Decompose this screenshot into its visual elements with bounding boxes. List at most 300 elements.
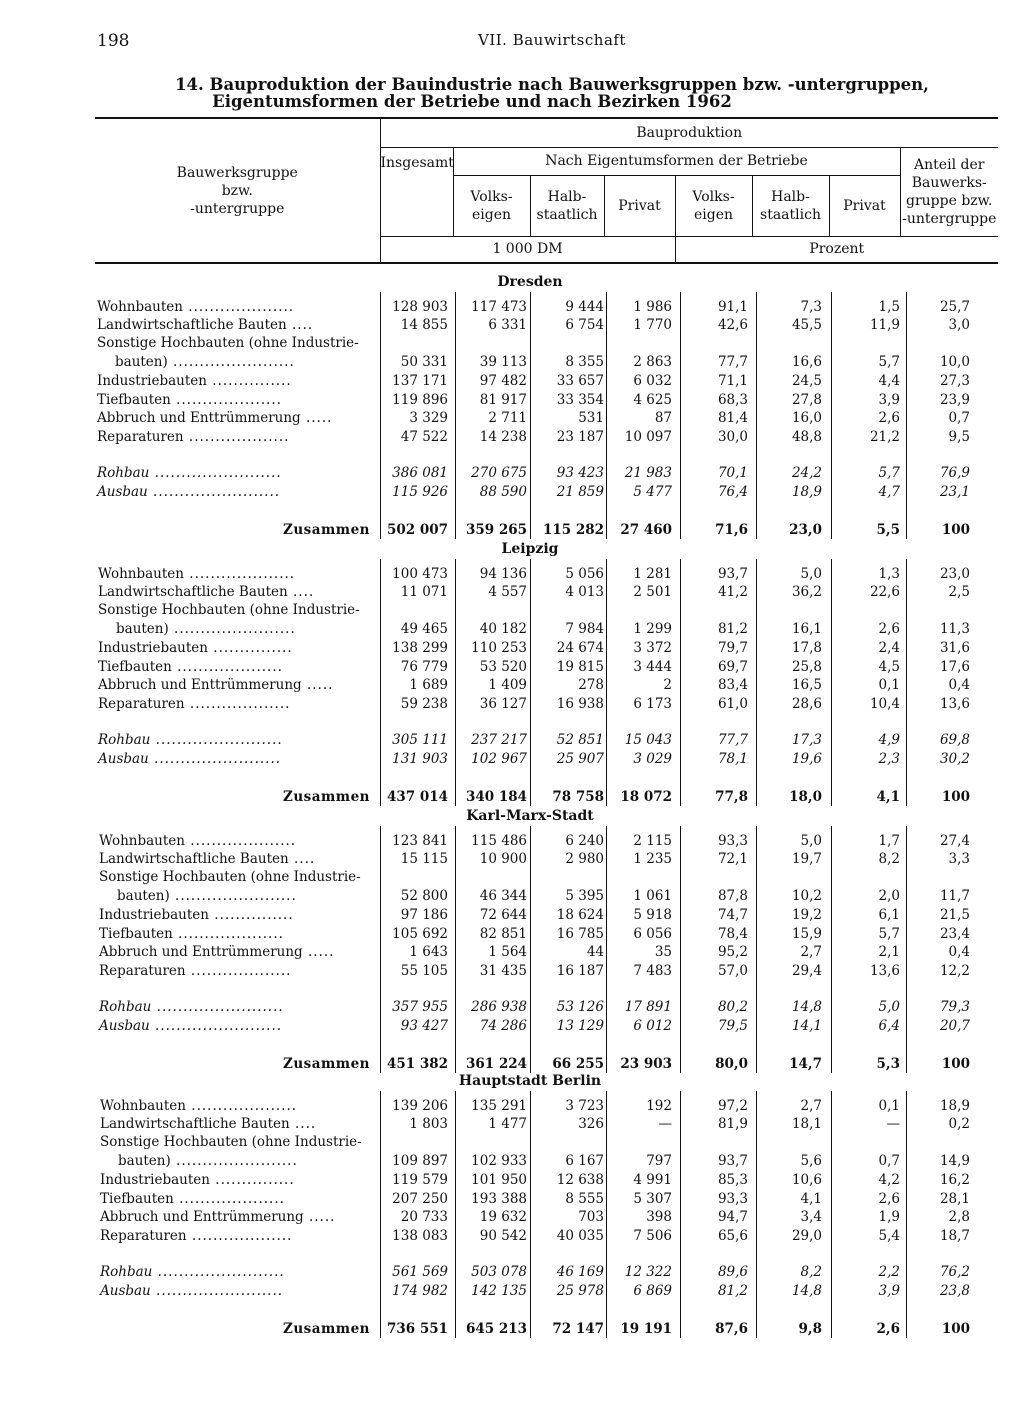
column-divider bbox=[831, 826, 832, 1073]
rohbau-row-value-8: 76,2 bbox=[939, 1264, 970, 1280]
table-row-value-2: 1 477 bbox=[488, 1116, 527, 1132]
leader-dots: ............... bbox=[209, 1172, 295, 1188]
rohbau-row-value-8: 69,8 bbox=[939, 732, 970, 748]
table-row-label bbox=[97, 391, 370, 409]
table-row-value-3: 8 355 bbox=[565, 354, 604, 370]
column-divider bbox=[455, 826, 456, 1073]
total-row-value-5: 80,0 bbox=[715, 1056, 748, 1072]
column-divider bbox=[606, 1091, 607, 1338]
rohbau-row-value-2: 270 675 bbox=[471, 465, 527, 481]
table-row-value-5: 79,7 bbox=[717, 640, 748, 656]
table-row-value-4: 797 bbox=[646, 1153, 672, 1169]
table-row-value-8: 18,7 bbox=[939, 1228, 970, 1244]
table-row-value-5: 93,3 bbox=[717, 833, 748, 849]
ausbau-row-value-1: 174 982 bbox=[392, 1283, 448, 1299]
table-row-value-6: 2,7 bbox=[800, 944, 822, 960]
table-row-value-5: 81,2 bbox=[717, 621, 748, 637]
total-row-value-7: 4,1 bbox=[876, 789, 900, 805]
ausbau-row-value-4: 6 869 bbox=[633, 1283, 672, 1299]
table-row-value-5: 61,0 bbox=[717, 696, 748, 712]
table-row-value-7: 4,5 bbox=[878, 659, 900, 675]
table-row-value-6: 17,8 bbox=[791, 640, 822, 656]
row-label-line1: Sonstige Hochbauten (ohne Industrie- bbox=[100, 1134, 362, 1150]
ausbau-row-value-6: 14,1 bbox=[791, 1018, 822, 1034]
table-row-value-6: 29,0 bbox=[791, 1228, 822, 1244]
table-row-value-7: 11,9 bbox=[869, 317, 900, 333]
table-row-value-8: 18,9 bbox=[939, 1098, 970, 1114]
table-row-value-2: 31 435 bbox=[479, 963, 527, 979]
table-row-label bbox=[98, 676, 370, 694]
table-row-value-7: 21,2 bbox=[869, 429, 900, 445]
column-divider bbox=[530, 826, 531, 1073]
ausbau-row-label bbox=[99, 1017, 370, 1035]
ausbau-row-value-1: 93 427 bbox=[400, 1018, 448, 1034]
ausbau-row-label-text: Ausbau bbox=[97, 484, 148, 500]
table-row-value-3: 5 056 bbox=[565, 566, 604, 582]
total-row-value-8: 100 bbox=[941, 1056, 970, 1072]
total-row-value-7: 2,6 bbox=[876, 1321, 900, 1337]
table-row-value-5: 87,8 bbox=[717, 888, 748, 904]
privat-dm-header: Privat bbox=[604, 175, 675, 236]
section-heading: Dresden bbox=[497, 274, 563, 290]
leader-dots: ................... bbox=[186, 1228, 293, 1244]
ausbau-row-value-5: 76,4 bbox=[717, 484, 748, 500]
rohbau-row-label-text: Rohbau bbox=[100, 1264, 153, 1280]
total-row-label-text: Zusammen bbox=[283, 1056, 370, 1072]
rohbau-row-value-3: 53 126 bbox=[556, 999, 604, 1015]
column-divider bbox=[680, 826, 681, 1073]
table-row-value-2: 2 711 bbox=[488, 410, 527, 426]
table-row-value-1: 47 522 bbox=[400, 429, 448, 445]
table-row-value-7: 3,9 bbox=[878, 392, 900, 408]
rohbau-row-value-1: 305 111 bbox=[392, 732, 448, 748]
table-row-label-text: Tiefbauten bbox=[98, 659, 172, 675]
leader-dots: .... bbox=[289, 1116, 317, 1132]
rohbau-row-value-1: 561 569 bbox=[392, 1264, 448, 1280]
table-row-label-text: Abbruch und Enttrümmerung bbox=[99, 944, 303, 960]
total-row-value-1: 437 014 bbox=[386, 789, 448, 805]
ausbau-row-value-7: 4,7 bbox=[878, 484, 900, 500]
leader-dots: ............... bbox=[208, 907, 294, 923]
total-row-value-4: 18 072 bbox=[620, 789, 672, 805]
total-row-value-2: 645 213 bbox=[465, 1321, 527, 1337]
volkseigen-pct-header: Volks- eigen bbox=[675, 175, 752, 236]
table-row-label bbox=[99, 906, 370, 924]
ausbau-row-value-3: 25 978 bbox=[556, 1283, 604, 1299]
table-row-value-2: 36 127 bbox=[479, 696, 527, 712]
leader-dots: ....................... bbox=[169, 888, 297, 904]
table-row-value-7: — bbox=[886, 1116, 900, 1132]
table-row-value-7: 2,4 bbox=[878, 640, 900, 656]
table-row-value-4: 192 bbox=[646, 1098, 672, 1114]
rohbau-row-label-text: Rohbau bbox=[99, 999, 152, 1015]
table-row-label-text: bauten) bbox=[118, 1153, 171, 1169]
table-row-value-6: 19,7 bbox=[791, 851, 822, 867]
table-row-value-5: 72,1 bbox=[717, 851, 748, 867]
table-row-value-8: 0,7 bbox=[948, 410, 970, 426]
table-row-value-7: 1,7 bbox=[878, 833, 900, 849]
table-row-value-6: 7,3 bbox=[800, 299, 822, 315]
table-row-value-1: 109 897 bbox=[392, 1153, 448, 1169]
table-row-value-3: 44 bbox=[586, 944, 604, 960]
section-heading: Hauptstadt Berlin bbox=[458, 1073, 602, 1089]
table-row-value-4: 2 501 bbox=[633, 584, 672, 600]
column-divider bbox=[380, 559, 381, 806]
anteil-header: Anteil der Bauwerks- gruppe bzw. -untergruppe bbox=[900, 147, 998, 236]
table-row-value-8: 14,9 bbox=[939, 1153, 970, 1169]
table-row-value-1: 138 299 bbox=[392, 640, 448, 656]
insgesamt-header: Insgesamt bbox=[380, 147, 453, 236]
ausbau-row-value-6: 18,9 bbox=[791, 484, 822, 500]
leader-dots: ........................ bbox=[148, 751, 282, 767]
table-row-value-4: 1 061 bbox=[633, 888, 672, 904]
table-row-value-5: 65,6 bbox=[717, 1228, 748, 1244]
table-row-value-3: 2 980 bbox=[565, 851, 604, 867]
column-divider bbox=[831, 292, 832, 539]
rohbau-row-value-3: 93 423 bbox=[556, 465, 604, 481]
table-row-value-5: 42,6 bbox=[717, 317, 748, 333]
rohbau-row-value-5: 89,6 bbox=[717, 1264, 748, 1280]
table-row-label-text: Reparaturen bbox=[100, 1228, 187, 1244]
rohbau-row-value-5: 80,2 bbox=[717, 999, 748, 1015]
table-row-label-text: Abbruch und Enttrümmerung bbox=[97, 410, 301, 426]
table-row-value-4: 87 bbox=[654, 410, 672, 426]
table-row-value-6: 10,6 bbox=[791, 1172, 822, 1188]
total-row-value-6: 9,8 bbox=[798, 1321, 822, 1337]
table-row-value-1: 138 083 bbox=[392, 1228, 448, 1244]
leader-dots: .... bbox=[286, 317, 314, 333]
total-row-label-text: Zusammen bbox=[283, 522, 370, 538]
table-row-value-2: 117 473 bbox=[471, 299, 527, 315]
rohbau-row-value-3: 52 851 bbox=[556, 732, 604, 748]
table-row-value-4: 35 bbox=[654, 944, 672, 960]
table-row-value-1: 97 186 bbox=[400, 907, 448, 923]
table-row-value-7: 2,6 bbox=[878, 621, 900, 637]
column-divider bbox=[455, 1091, 456, 1338]
halbstaatlich-dm-header: Halb- staatlich bbox=[530, 175, 604, 236]
table-row-value-6: 16,1 bbox=[791, 621, 822, 637]
eigentum-header: Nach Eigentumsformen der Betriebe bbox=[453, 147, 900, 175]
table-row-value-5: 78,4 bbox=[717, 926, 748, 942]
table-row-value-4: 7 506 bbox=[633, 1228, 672, 1244]
leader-dots: ..... bbox=[300, 410, 333, 426]
table-row-value-1: 100 473 bbox=[392, 566, 448, 582]
table-row-value-6: 15,9 bbox=[791, 926, 822, 942]
table-row-label-text: Wohnbauten bbox=[97, 299, 183, 315]
table-row-label bbox=[98, 565, 370, 583]
table-row-value-3: 24 674 bbox=[556, 640, 604, 656]
rohbau-row-value-7: 2,2 bbox=[878, 1264, 900, 1280]
unit-percent: Prozent bbox=[675, 236, 998, 263]
leader-dots: .................... bbox=[183, 566, 296, 582]
total-row-value-6: 18,0 bbox=[789, 789, 822, 805]
total-row-value-8: 100 bbox=[941, 522, 970, 538]
table-row-label-text: Landwirtschaftliche Bauten bbox=[100, 1116, 290, 1132]
table-row-value-8: 17,6 bbox=[939, 659, 970, 675]
total-row-value-6: 14,7 bbox=[789, 1056, 822, 1072]
table-row-value-1: 76 779 bbox=[400, 659, 448, 675]
table-row-value-4: 3 372 bbox=[633, 640, 672, 656]
halbstaatlich-pct-header: Halb- staatlich bbox=[752, 175, 829, 236]
table-row-value-8: 16,2 bbox=[939, 1172, 970, 1188]
table-title-line2: Eigentumsformen der Betriebe und nach Bezirken 1962 bbox=[212, 92, 732, 111]
ausbau-row-label-text: Ausbau bbox=[98, 751, 149, 767]
table-row-value-1: 55 105 bbox=[400, 963, 448, 979]
table-row-value-6: 4,1 bbox=[800, 1191, 822, 1207]
table-row-value-6: 5,0 bbox=[800, 833, 822, 849]
table-row-value-6: 45,5 bbox=[791, 317, 822, 333]
ausbau-row-value-8: 20,7 bbox=[939, 1018, 970, 1034]
rohbau-row-value-6: 24,2 bbox=[791, 465, 822, 481]
table-row-value-5: 85,3 bbox=[717, 1172, 748, 1188]
table-row-value-7: 4,2 bbox=[878, 1172, 900, 1188]
table-row-value-5: 71,1 bbox=[717, 373, 748, 389]
table-row-value-7: 10,4 bbox=[869, 696, 900, 712]
table-row-value-6: 25,8 bbox=[791, 659, 822, 675]
table-row-value-3: 12 638 bbox=[556, 1172, 604, 1188]
total-row-value-5: 71,6 bbox=[715, 522, 748, 538]
table-row-value-2: 101 950 bbox=[471, 1172, 527, 1188]
table-row-label bbox=[99, 962, 370, 980]
table-row-value-6: 3,4 bbox=[800, 1209, 822, 1225]
table-row-label-text: Industriebauten bbox=[97, 373, 207, 389]
leader-dots: .................... bbox=[171, 659, 283, 675]
table-row-value-6: 27,8 bbox=[791, 392, 822, 408]
table-row-label bbox=[99, 925, 370, 943]
table-row-value-6: 48,8 bbox=[791, 429, 822, 445]
total-row-value-1: 502 007 bbox=[386, 522, 448, 538]
table-row-value-8: 2,8 bbox=[948, 1209, 970, 1225]
table-row-value-5: 81,9 bbox=[717, 1116, 748, 1132]
rohbau-row-value-4: 15 043 bbox=[624, 732, 672, 748]
table-row-label bbox=[100, 1097, 370, 1115]
table-row-value-2: 110 253 bbox=[471, 640, 527, 656]
table-row-value-8: 28,1 bbox=[939, 1191, 970, 1207]
table-row-value-4: 7 483 bbox=[633, 963, 672, 979]
table-row-value-2: 115 486 bbox=[471, 833, 527, 849]
column-divider bbox=[680, 1091, 681, 1338]
rohbau-row-value-8: 79,3 bbox=[939, 999, 970, 1015]
table-row-label-text: Landwirtschaftliche Bauten bbox=[98, 584, 288, 600]
table-row-value-7: 22,6 bbox=[869, 584, 900, 600]
table-row-value-2: 94 136 bbox=[479, 566, 527, 582]
rohbau-row-label bbox=[97, 464, 370, 482]
table-row-value-7: 2,0 bbox=[878, 888, 900, 904]
table-row-value-4: 5 307 bbox=[633, 1191, 672, 1207]
total-row-value-4: 27 460 bbox=[620, 522, 672, 538]
total-row-label bbox=[97, 521, 370, 539]
table-row-value-3: 19 815 bbox=[556, 659, 604, 675]
table-row-value-2: 102 933 bbox=[471, 1153, 527, 1169]
leader-dots: ........................ bbox=[150, 1283, 284, 1299]
total-row-value-3: 66 255 bbox=[552, 1056, 604, 1072]
table-row-value-8: 25,7 bbox=[939, 299, 970, 315]
leader-dots: ..... bbox=[302, 944, 335, 960]
table-row-label bbox=[97, 298, 370, 316]
table-row-value-1: 52 800 bbox=[400, 888, 448, 904]
table-row-label bbox=[100, 1190, 370, 1208]
ausbau-row-value-2: 88 590 bbox=[479, 484, 527, 500]
rohbau-row-value-7: 5,7 bbox=[878, 465, 900, 481]
table-row-value-8: 2,5 bbox=[948, 584, 970, 600]
ausbau-row-value-3: 13 129 bbox=[556, 1018, 604, 1034]
table-row-label bbox=[99, 850, 370, 868]
table-row-value-3: 16 938 bbox=[556, 696, 604, 712]
table-row-value-7: 0,7 bbox=[878, 1153, 900, 1169]
row-label-line1: Sonstige Hochbauten (ohne Industrie- bbox=[99, 869, 361, 885]
table-row-label-text: Industriebauten bbox=[98, 640, 208, 656]
total-row-value-4: 23 903 bbox=[620, 1056, 672, 1072]
table-row-value-7: 2,1 bbox=[878, 944, 900, 960]
table-row-value-6: 16,5 bbox=[791, 677, 822, 693]
rohbau-row-value-4: 21 983 bbox=[624, 465, 672, 481]
leader-dots: ........................ bbox=[151, 999, 284, 1015]
table-row-value-4: 1 299 bbox=[633, 621, 672, 637]
table-row-value-7: 5,4 bbox=[878, 1228, 900, 1244]
rohbau-row-value-1: 357 955 bbox=[392, 999, 448, 1015]
table-row-value-7: 0,1 bbox=[878, 1098, 900, 1114]
table-row-value-7: 5,7 bbox=[878, 354, 900, 370]
table-row-value-8: 0,4 bbox=[948, 677, 970, 693]
table-row-value-6: 2,7 bbox=[800, 1098, 822, 1114]
table-row-label bbox=[99, 832, 370, 850]
table-row-value-5: 68,3 bbox=[717, 392, 748, 408]
ausbau-row-label-text: Ausbau bbox=[99, 1018, 150, 1034]
table-row-value-3: 9 444 bbox=[565, 299, 604, 315]
table-row-label bbox=[98, 658, 370, 676]
ausbau-row-value-1: 131 903 bbox=[392, 751, 448, 767]
column-divider bbox=[756, 1091, 757, 1338]
table-row-value-1: 1 803 bbox=[409, 1116, 448, 1132]
column-divider bbox=[606, 559, 607, 806]
rohbau-row-value-2: 237 217 bbox=[471, 732, 527, 748]
column-divider bbox=[831, 559, 832, 806]
ausbau-row-label-text: Ausbau bbox=[100, 1283, 151, 1299]
table-row-value-2: 72 644 bbox=[479, 907, 527, 923]
table-row-value-8: 13,6 bbox=[939, 696, 970, 712]
table-row-value-2: 40 182 bbox=[479, 621, 527, 637]
ausbau-row-value-3: 25 907 bbox=[556, 751, 604, 767]
table-row-value-1: 49 465 bbox=[400, 621, 448, 637]
table-row-value-4: 1 281 bbox=[633, 566, 672, 582]
table-row-value-4: 6 056 bbox=[633, 926, 672, 942]
page-number: 198 bbox=[97, 31, 130, 51]
rohbau-row-value-4: 12 322 bbox=[624, 1264, 672, 1280]
rohbau-row-label bbox=[100, 1263, 370, 1281]
table-row-label-text: Reparaturen bbox=[98, 696, 185, 712]
leader-dots: ............... bbox=[206, 373, 292, 389]
table-row-value-1: 3 329 bbox=[409, 410, 448, 426]
table-row-value-3: 703 bbox=[578, 1209, 604, 1225]
table-header bbox=[95, 117, 998, 264]
rohbau-row-value-1: 386 081 bbox=[392, 465, 448, 481]
table-row-value-8: 11,7 bbox=[939, 888, 970, 904]
table-row-label-text: Tiefbauten bbox=[99, 926, 173, 942]
table-title-line1: 14. Bauproduktion der Bauindustrie nach Bauwerksgruppen bzw. -untergruppen, bbox=[175, 75, 929, 94]
table-row-value-2: 19 632 bbox=[479, 1209, 527, 1225]
table-row-value-4: 3 444 bbox=[633, 659, 672, 675]
table-row-value-5: 94,7 bbox=[717, 1209, 748, 1225]
table-row-value-1: 123 841 bbox=[392, 833, 448, 849]
table-row-value-1: 20 733 bbox=[400, 1209, 448, 1225]
table-row-label bbox=[97, 409, 370, 427]
table-row-label bbox=[97, 372, 370, 390]
table-row-value-6: 19,2 bbox=[791, 907, 822, 923]
table-row-value-2: 82 851 bbox=[479, 926, 527, 942]
table-row-value-8: 27,4 bbox=[939, 833, 970, 849]
total-row-label bbox=[100, 1320, 370, 1338]
rohbau-row-label bbox=[98, 731, 370, 749]
table-row-value-7: 13,6 bbox=[869, 963, 900, 979]
table-row-value-2: 46 344 bbox=[479, 888, 527, 904]
table-row-label-text: bauten) bbox=[117, 888, 170, 904]
table-row-label bbox=[99, 943, 370, 961]
chapter-title: VII. Bauwirtschaft bbox=[478, 31, 626, 49]
table-row-label bbox=[100, 1115, 370, 1133]
unit-dm: 1 000 DM bbox=[380, 236, 675, 263]
table-row-value-3: 18 624 bbox=[556, 907, 604, 923]
leader-dots: .................... bbox=[182, 299, 295, 315]
table-row-value-2: 193 388 bbox=[471, 1191, 527, 1207]
bauproduktion-header: Bauproduktion bbox=[380, 118, 998, 147]
table-row-value-6: 18,1 bbox=[791, 1116, 822, 1132]
column-divider bbox=[606, 826, 607, 1073]
total-row-value-3: 72 147 bbox=[552, 1321, 604, 1337]
table-row-label-text: Abbruch und Enttrümmerung bbox=[100, 1209, 304, 1225]
column-divider bbox=[380, 292, 381, 539]
column-divider bbox=[756, 292, 757, 539]
table-row-label bbox=[100, 1171, 370, 1189]
table-row-label-text: Landwirtschaftliche Bauten bbox=[97, 317, 287, 333]
column-divider bbox=[530, 292, 531, 539]
leader-dots: .................... bbox=[170, 392, 282, 408]
table-row-label bbox=[98, 639, 370, 657]
total-row-value-6: 23,0 bbox=[789, 522, 822, 538]
table-row-value-5: 30,0 bbox=[717, 429, 748, 445]
table-row-value-4: 10 097 bbox=[624, 429, 672, 445]
leader-dots: .................... bbox=[185, 1098, 298, 1114]
ausbau-row-value-4: 3 029 bbox=[633, 751, 672, 767]
table-row-value-1: 137 171 bbox=[392, 373, 448, 389]
table-row-value-3: 33 354 bbox=[556, 392, 604, 408]
table-row-value-3: 326 bbox=[578, 1116, 604, 1132]
total-row-value-1: 736 551 bbox=[386, 1321, 448, 1337]
column-divider bbox=[756, 559, 757, 806]
row-label-line1: Sonstige Hochbauten (ohne Industrie- bbox=[98, 602, 360, 618]
column-divider bbox=[606, 292, 607, 539]
table-row-value-5: 41,2 bbox=[717, 584, 748, 600]
table-row-value-5: 81,4 bbox=[717, 410, 748, 426]
column-divider bbox=[680, 292, 681, 539]
table-row-value-5: 95,2 bbox=[717, 944, 748, 960]
ausbau-row-label bbox=[100, 1282, 370, 1300]
table-row-value-3: 33 657 bbox=[556, 373, 604, 389]
leader-dots: ....................... bbox=[168, 621, 296, 637]
total-row-value-2: 340 184 bbox=[465, 789, 527, 805]
table-row-value-6: 24,5 bbox=[791, 373, 822, 389]
table-row-value-3: 40 035 bbox=[556, 1228, 604, 1244]
ausbau-row-value-6: 14,8 bbox=[791, 1283, 822, 1299]
table-row-value-1: 59 238 bbox=[400, 696, 448, 712]
ausbau-row-value-3: 21 859 bbox=[556, 484, 604, 500]
table-row-value-6: 36,2 bbox=[791, 584, 822, 600]
table-row-label-text: Industriebauten bbox=[100, 1172, 210, 1188]
table-row-value-3: 16 187 bbox=[556, 963, 604, 979]
leader-dots: .... bbox=[288, 851, 316, 867]
table-row-value-8: 31,6 bbox=[939, 640, 970, 656]
table-row-value-3: 23 187 bbox=[556, 429, 604, 445]
privat-pct-header: Privat bbox=[829, 175, 900, 236]
